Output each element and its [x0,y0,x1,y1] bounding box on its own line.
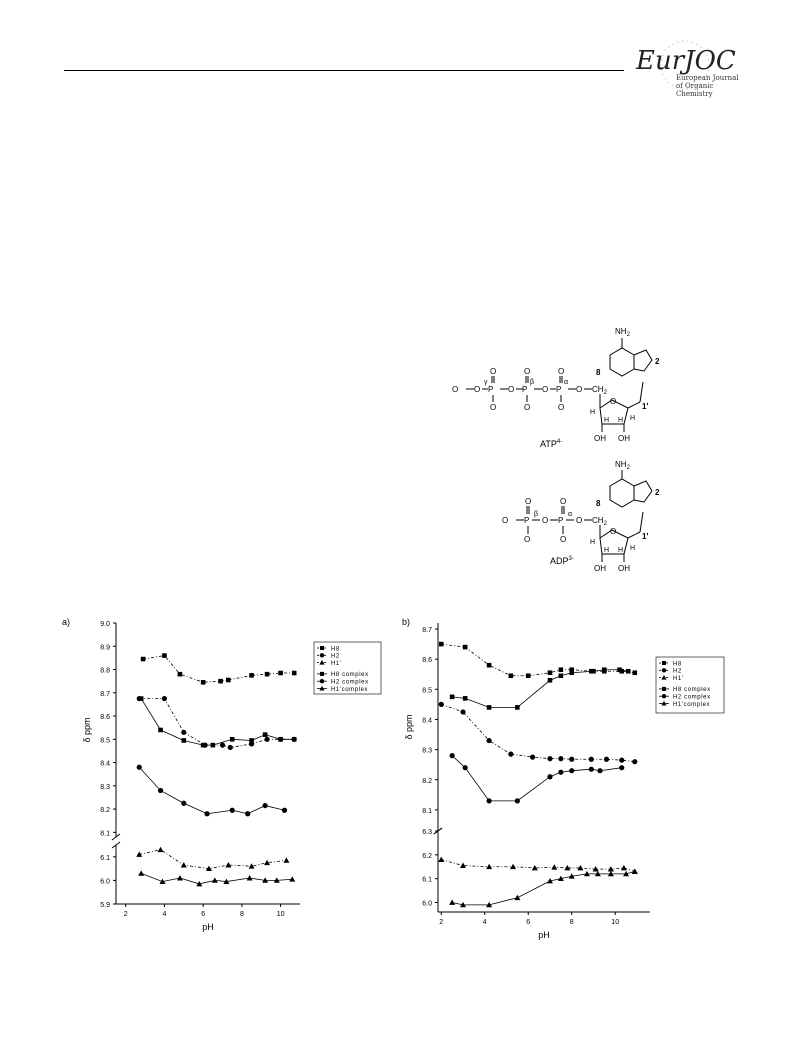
x-tick-label: 2 [123,911,128,918]
data-point-circle [515,798,520,803]
atp-h-3: H [590,409,596,416]
y-tick-label: 6.0 [100,878,110,886]
data-point-circle [589,767,594,772]
atp-ch2-text: CH [592,385,604,394]
legend-marker-square [320,646,324,650]
atp-ch2-sub: 2 [603,390,607,396]
y-tick-label: 6.1 [422,876,432,884]
x-tick-label: 8 [239,911,244,918]
data-point-square [249,673,254,678]
data-point-circle [486,738,491,743]
data-point-square [139,696,144,701]
data-point-square [226,678,231,683]
data-point-circle [181,801,186,806]
atp-h-2: H [618,417,624,424]
data-point-circle [220,743,225,748]
data-point-square [278,737,283,742]
data-point-square [265,672,270,677]
data-point-circle [463,765,468,770]
x-tick-label: 2 [439,919,444,926]
data-point-square [201,743,206,748]
data-point-circle [204,811,209,816]
legend-entry: H1'complex [673,701,711,708]
data-point-square [292,671,297,676]
legend-entry: H2 complex [673,694,711,701]
x-axis-label: pH [538,930,550,940]
data-point-circle [158,788,163,793]
atp-nh2-sub: 2 [626,332,630,338]
data-point-square [548,670,553,675]
y-tick-label: 8.8 [100,667,110,675]
data-point-circle [547,774,552,779]
adp-h-4: H [630,545,636,552]
adp-c8: 8 [596,499,601,508]
data-point-triangle [449,899,455,904]
data-point-triangle [510,864,516,869]
data-point-square [292,737,297,742]
data-point-circle [486,798,491,803]
adp-o-7: O [576,516,583,525]
atp-beta-label: β [530,379,535,386]
y-tick-label: 8.7 [100,690,110,698]
legend-entry: H2 [673,668,682,675]
y-tick-label: 8.1 [422,807,432,815]
atp-h-4: H [630,415,636,422]
atp-alpha-label: α [564,379,569,386]
atp-label: ATP [540,439,557,449]
y-tick-label: 8.2 [422,777,432,785]
data-point-square [548,678,553,683]
data-point-circle [228,745,233,750]
data-point-square [249,738,254,743]
legend-marker-circle [320,679,324,683]
y-tick-label: 8.4 [422,717,432,725]
data-point-square [463,696,468,701]
data-point-square [178,672,183,677]
data-point-triangle [138,870,144,875]
data-point-triangle [551,864,557,869]
adp-beta-label: β [534,511,539,518]
panel-label: a) [62,617,71,627]
series-line [441,860,635,872]
data-point-circle [619,758,624,763]
adp-o-4: O [542,516,549,525]
legend-entry: H1' [673,675,684,682]
data-point-circle [245,811,250,816]
adp-p-alpha: P [558,516,564,525]
legend-entry: H2 [331,653,340,660]
panel-label: b) [402,617,411,627]
legend-entry: H8 complex [331,672,369,679]
data-point-triangle [438,857,444,862]
adp-c1p: 1' [642,532,649,541]
data-point-triangle [289,876,295,881]
data-point-triangle [181,862,187,867]
data-point-square [162,653,167,658]
logo-subtitle-line-2: of Organic Chemistry [676,82,714,98]
adp-o-1: O [502,516,509,525]
data-point-circle [230,808,235,813]
adp-oh-1: OH [594,564,606,573]
atp-charge: 4- [556,439,563,445]
series-line [143,656,294,683]
atp-labels [452,327,660,449]
y-axis-label: δ ppm [404,714,414,740]
data-point-square [487,705,492,710]
adp-name [550,556,574,566]
atp-o-11: O [576,385,583,394]
atp-structure [450,322,690,452]
adp-alpha-label: α [568,511,573,518]
atp-c1p: 1' [642,402,649,411]
data-point-square [632,670,637,675]
adp-o-6: O [560,535,567,544]
adp-label: ADP [550,556,569,566]
x-tick-label: 4 [162,911,167,918]
data-point-square [278,671,283,676]
data-point-circle [569,768,574,773]
adp-ring-o: O [610,527,617,536]
y-tick-label: 9.0 [100,621,110,628]
x-tick-label: 4 [482,919,487,926]
y-tick-label: 8.1 [100,830,110,838]
data-point-square [439,642,444,647]
data-point-square [526,673,531,678]
adp-nh2-text: NH [615,460,627,469]
legend-marker-circle [320,653,324,657]
atp-ring-o: O [610,397,617,406]
atp-c2: 2 [655,357,660,366]
data-point-square [263,732,268,737]
series-line [452,670,628,708]
x-tick-label: 10 [611,919,620,926]
atp-o-4: O [490,403,497,412]
y-tick-label: 8.5 [422,687,432,695]
adp-labels [502,460,660,573]
data-point-circle [558,770,563,775]
x-tick-label: 6 [201,911,206,918]
data-point-square [515,705,520,710]
series-line [452,756,622,801]
data-point-square [450,695,455,700]
adp-ch2-text: CH [592,516,604,525]
chart-b [400,615,730,965]
adp-o-3: O [524,535,531,544]
adp-h-1: H [604,547,610,554]
y-tick-label: 5.9 [100,902,110,909]
legend-marker-square [662,687,666,691]
atp-c8: 8 [596,368,601,377]
atp-p-beta: P [522,385,528,394]
y-tick-label: 8.6 [422,657,432,665]
atp-oh-1: OH [594,434,606,443]
data-point-circle [282,808,287,813]
atp-h-1: H [604,417,610,424]
x-tick-label: 6 [526,919,531,926]
data-point-circle [547,756,552,761]
data-point-triangle [225,862,231,867]
x-tick-label: 8 [569,919,574,926]
data-point-square [230,737,235,742]
header-rule [64,70,624,71]
adp-c2: 2 [655,488,660,497]
data-point-circle [263,803,268,808]
y-tick-label: 8.9 [100,644,110,652]
adp-oh-2: OH [618,564,630,573]
atp-o-8: O [542,385,549,394]
data-point-triangle [621,865,627,870]
y-tick-label: 8.3 [422,747,432,755]
y-tick-label: 6.0 [422,900,432,908]
data-point-triangle [514,895,520,900]
atp-o-7: O [524,403,531,412]
data-point-triangle [177,875,183,880]
y-axis-label: δ ppm [82,717,92,743]
data-point-circle [439,702,444,707]
data-point-square [626,669,631,674]
data-point-triangle [283,857,289,862]
data-point-square [569,670,574,675]
y-tick-label: 8.3 [100,783,110,791]
data-point-square [201,680,206,685]
data-point-circle [597,768,602,773]
adp-structure [500,460,700,585]
atp-oh-2: OH [618,434,630,443]
legend-marker-circle [662,668,666,672]
series-line [141,699,294,746]
data-point-circle [264,737,269,742]
adp-charge: 3- [568,556,574,562]
legend-marker-circle [662,694,666,698]
data-point-circle [604,757,609,762]
data-point-triangle [247,875,253,880]
atp-nh2-text: NH [615,327,627,336]
data-point-circle [460,709,465,714]
data-point-square [559,667,564,672]
atp-o-3: O [490,367,497,376]
legend-entry: H1'complex [331,686,369,693]
atp-nh2 [615,327,631,338]
data-point-square [509,673,514,678]
logo-subtitle-line-1: European Journal [676,74,739,82]
data-point-circle [569,757,574,762]
logo-text: EurJOC [636,46,736,76]
adp-nh2 [615,460,631,471]
data-point-square [463,645,468,650]
data-point-circle [162,696,167,701]
data-point-circle [589,757,594,762]
adp-nh2-sub: 2 [626,465,630,471]
adp-h-2: H [618,547,624,554]
chart-a [60,615,395,945]
atp-p-alpha: P [556,385,562,394]
legend-entry: H2 complex [331,679,369,686]
y-tick-label: 6.3 [422,829,432,836]
y-tick-label: 6.1 [100,854,110,862]
data-point-square [181,738,186,743]
y-tick-label: 8.7 [422,627,432,635]
adp-o-2: O [525,497,532,506]
atp-name [540,439,562,449]
legend-marker-square [662,661,666,665]
legend-marker-square [320,672,324,676]
data-point-triangle [212,877,218,882]
atp-o-10: O [558,403,565,412]
data-point-square [211,743,216,748]
atp-o-5: O [508,385,515,394]
legend-entry: H8 [331,646,340,653]
data-point-circle [619,765,624,770]
legend-entry: H1' [331,660,342,667]
data-point-circle [181,730,186,735]
y-tick-label: 8.5 [100,737,110,745]
data-point-circle [558,756,563,761]
y-tick-label: 8.6 [100,714,110,722]
x-tick-label: 10 [276,911,285,918]
x-axis-label: pH [202,922,214,932]
atp-o-2: O [474,385,481,394]
adp-o-5: O [560,497,567,506]
series-line [139,850,286,869]
adp-ch2-sub: 2 [603,521,607,527]
logo-subtitle [676,74,740,98]
data-point-circle [508,752,513,757]
y-tick-label: 6.2 [422,852,432,860]
data-point-circle [632,759,637,764]
atp-o-6: O [524,367,531,376]
atp-o-1: O [452,385,459,394]
data-point-triangle [158,847,164,852]
legend-entry: H8 complex [673,687,711,694]
adp-p-beta: P [524,516,530,525]
data-point-square [591,669,596,674]
data-point-circle [530,755,535,760]
y-tick-label: 8.2 [100,807,110,815]
data-point-circle [137,765,142,770]
journal-logo [630,38,740,98]
data-point-square [141,657,146,662]
atp-o-9: O [558,367,565,376]
adp-h-3: H [590,539,596,546]
data-point-square [617,667,622,672]
data-point-circle [450,753,455,758]
data-point-square [218,679,223,684]
data-point-square [559,673,564,678]
series-line [441,704,635,761]
series-line [139,699,294,748]
atp-gamma-label: γ [484,379,488,386]
data-point-square [158,728,163,733]
data-point-square [487,663,492,668]
atp-p-gamma: P [488,385,494,394]
legend-entry: H8 [673,661,682,668]
data-point-square [602,667,607,672]
series-line [452,872,635,905]
y-tick-label: 8.4 [100,760,110,768]
